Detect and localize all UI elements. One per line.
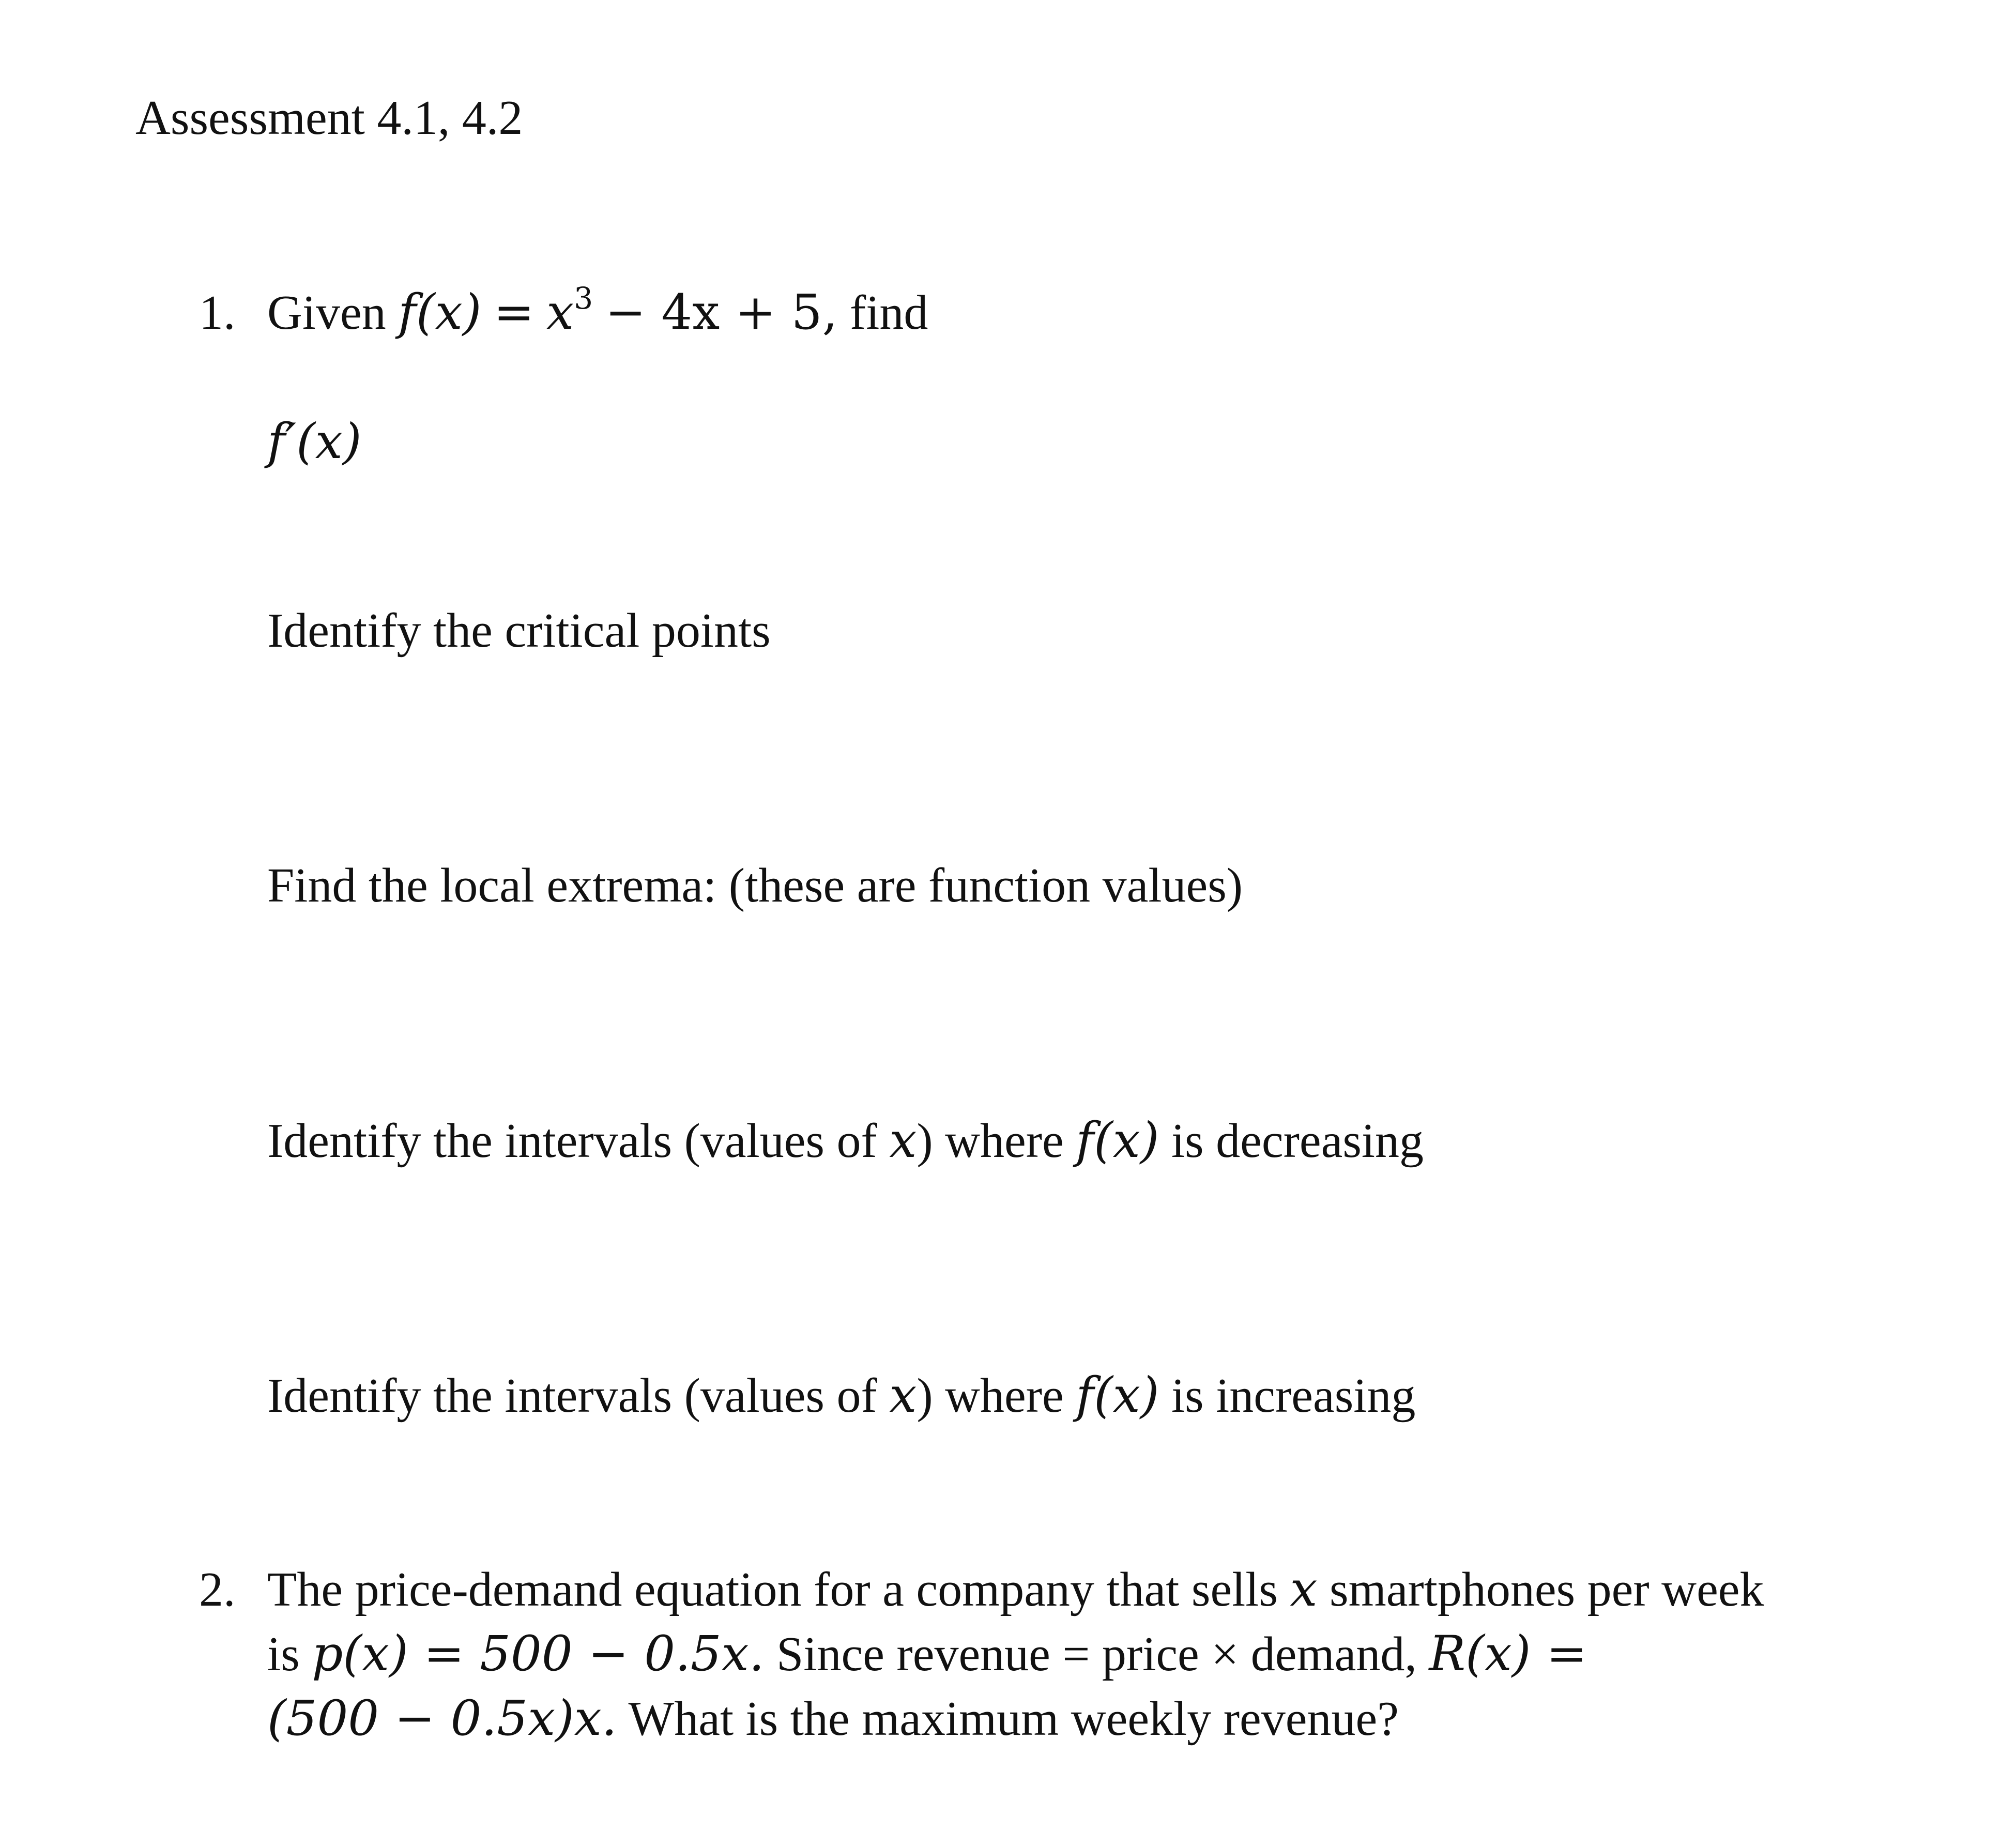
q2-revenue-lhs: R(x) = bbox=[1429, 1626, 1587, 1682]
q1-dec-middle: ) where bbox=[917, 1114, 1064, 1168]
q1-decreasing-intervals bbox=[267, 1110, 1424, 1172]
q1-dec-fx: f(x) bbox=[1076, 1112, 1159, 1169]
q1-dec-prefix: Identify the intervals (values of bbox=[267, 1114, 877, 1168]
q1-local-extrema: Find the local extrema: (these are function values) bbox=[267, 859, 1243, 912]
q1-function-lhs: f(x) bbox=[398, 284, 482, 341]
q2-line2-a: is bbox=[267, 1627, 300, 1681]
q1-dec-x: x bbox=[889, 1112, 917, 1169]
q1-inc-suffix: is increasing bbox=[1171, 1369, 1416, 1423]
q2-line1-b: smartphones per week bbox=[1330, 1563, 1764, 1616]
question-2-number: 2. bbox=[199, 1563, 236, 1616]
q2-line-2 bbox=[267, 1623, 1587, 1685]
q2-line3-question: What is the maximum weekly revenue? bbox=[628, 1692, 1399, 1746]
q1-dec-suffix: is decreasing bbox=[1171, 1114, 1424, 1168]
q1-function-rest: − 4x + 5, bbox=[605, 284, 838, 341]
q1-function-exponent: 3 bbox=[574, 280, 593, 316]
q1-inc-fx: f(x) bbox=[1076, 1367, 1159, 1424]
q2-line1-x: x bbox=[1290, 1561, 1318, 1618]
q2-line2-b: Since revenue = price × demand, bbox=[776, 1627, 1417, 1681]
q2-line-3 bbox=[267, 1688, 1399, 1750]
q1-find: find bbox=[849, 286, 928, 340]
q1-equals: = bbox=[493, 284, 534, 341]
q2-line-1 bbox=[267, 1559, 1764, 1621]
q2-price-function: p(x) = 500 − 0.5x. bbox=[312, 1626, 765, 1682]
q1-inc-middle: ) where bbox=[917, 1369, 1064, 1423]
q1-critical-points: Identify the critical points bbox=[267, 604, 771, 658]
question-1-prompt bbox=[267, 282, 928, 344]
q1-derivative: f′(x) bbox=[267, 414, 362, 470]
q1-inc-prefix: Identify the intervals (values of bbox=[267, 1369, 877, 1423]
q1-function-x: x bbox=[546, 284, 574, 341]
q2-line1-a: The price-demand equation for a company that sells bbox=[267, 1563, 1278, 1616]
q1-inc-x: x bbox=[889, 1367, 917, 1424]
q1-increasing-intervals bbox=[267, 1365, 1415, 1427]
q2-revenue-expression: (500 − 0.5x)x. bbox=[267, 1690, 617, 1747]
page-title: Assessment 4.1, 4.2 bbox=[135, 91, 523, 145]
q1-intro: Given bbox=[267, 286, 386, 340]
question-1-number: 1. bbox=[199, 286, 236, 340]
